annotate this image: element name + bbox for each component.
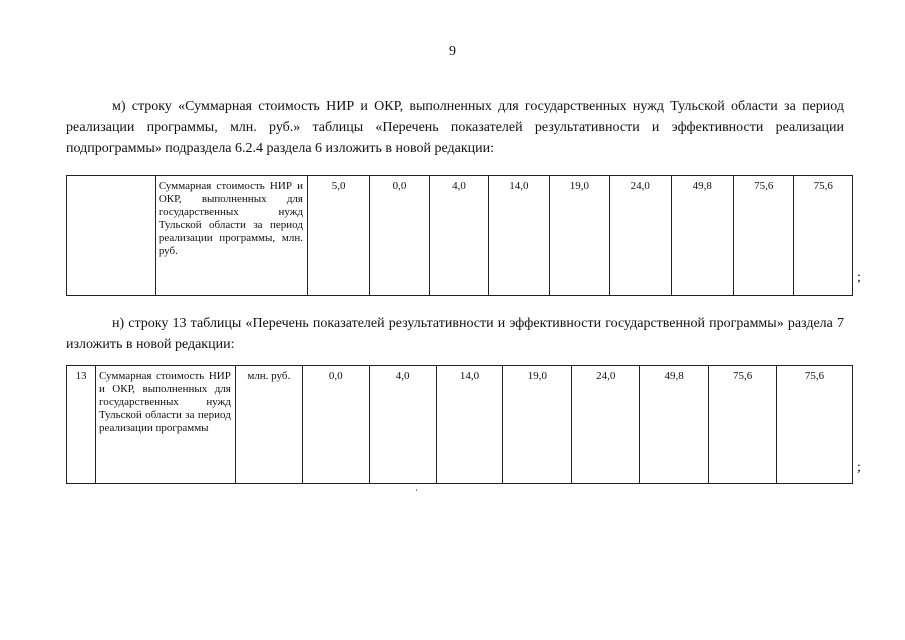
value-cell: 4,0 bbox=[429, 176, 488, 296]
page-number: 9 bbox=[449, 44, 456, 59]
paragraph-n-text: н) строку 13 таблицы «Перечень показателей результативности и эффективности государственной программы» раздела 7 изложить в новой редакции: bbox=[66, 316, 844, 352]
row-number-cell bbox=[67, 176, 156, 296]
value-cell: 75,6 bbox=[709, 366, 777, 484]
value-cell: 24,0 bbox=[610, 176, 671, 296]
value-cell: 24,0 bbox=[572, 366, 640, 484]
unit-cell: млн. руб. bbox=[235, 366, 302, 484]
semicolon-m: ; bbox=[857, 270, 861, 285]
value-cell: 14,0 bbox=[489, 176, 549, 296]
value-cell: 49,8 bbox=[671, 176, 733, 296]
value-cell: 75,6 bbox=[794, 176, 853, 296]
value-cell: 49,8 bbox=[640, 366, 709, 484]
indicator-description: Суммарная стоимость НИР и ОКР, выполненных для государственных нужд Тульской области за период реализации программы bbox=[98, 370, 231, 434]
paragraph-m bbox=[66, 96, 844, 159]
value-cell: 0,0 bbox=[370, 176, 429, 296]
table-row bbox=[67, 366, 853, 484]
value-cell: 19,0 bbox=[503, 366, 572, 484]
indicator-description-cell bbox=[95, 366, 235, 484]
value-cell: 75,6 bbox=[733, 176, 793, 296]
paragraph-m-text: м) строку «Суммарная стоимость НИР и ОКР, выполненных для государственных нужд Тульской области за период реализации программы, млн. руб.» таблицы «Перечень показателей результативности и эффективности реализации подпрограммы» подраздела 6.2.4 раздела 6 изложить в новой редакции: bbox=[66, 99, 844, 156]
indicator-table-n bbox=[66, 365, 853, 484]
semicolon-n: ; bbox=[857, 460, 861, 475]
value-cell: 14,0 bbox=[436, 366, 503, 484]
indicator-description: Суммарная стоимость НИР и ОКР, выполненных для государственных нужд Тульской области за период реализации программы, млн. руб. bbox=[158, 180, 303, 257]
value-cell: 75,6 bbox=[777, 366, 853, 484]
scan-speck bbox=[416, 489, 417, 491]
table-row bbox=[67, 176, 853, 296]
value-cell: 4,0 bbox=[369, 366, 436, 484]
indicator-table-m bbox=[66, 175, 853, 296]
row-number-cell: 13 bbox=[67, 366, 96, 484]
indicator-description-cell bbox=[155, 176, 307, 296]
value-cell: 5,0 bbox=[307, 176, 369, 296]
paragraph-n bbox=[66, 313, 844, 355]
value-cell: 0,0 bbox=[302, 366, 369, 484]
value-cell: 19,0 bbox=[549, 176, 609, 296]
